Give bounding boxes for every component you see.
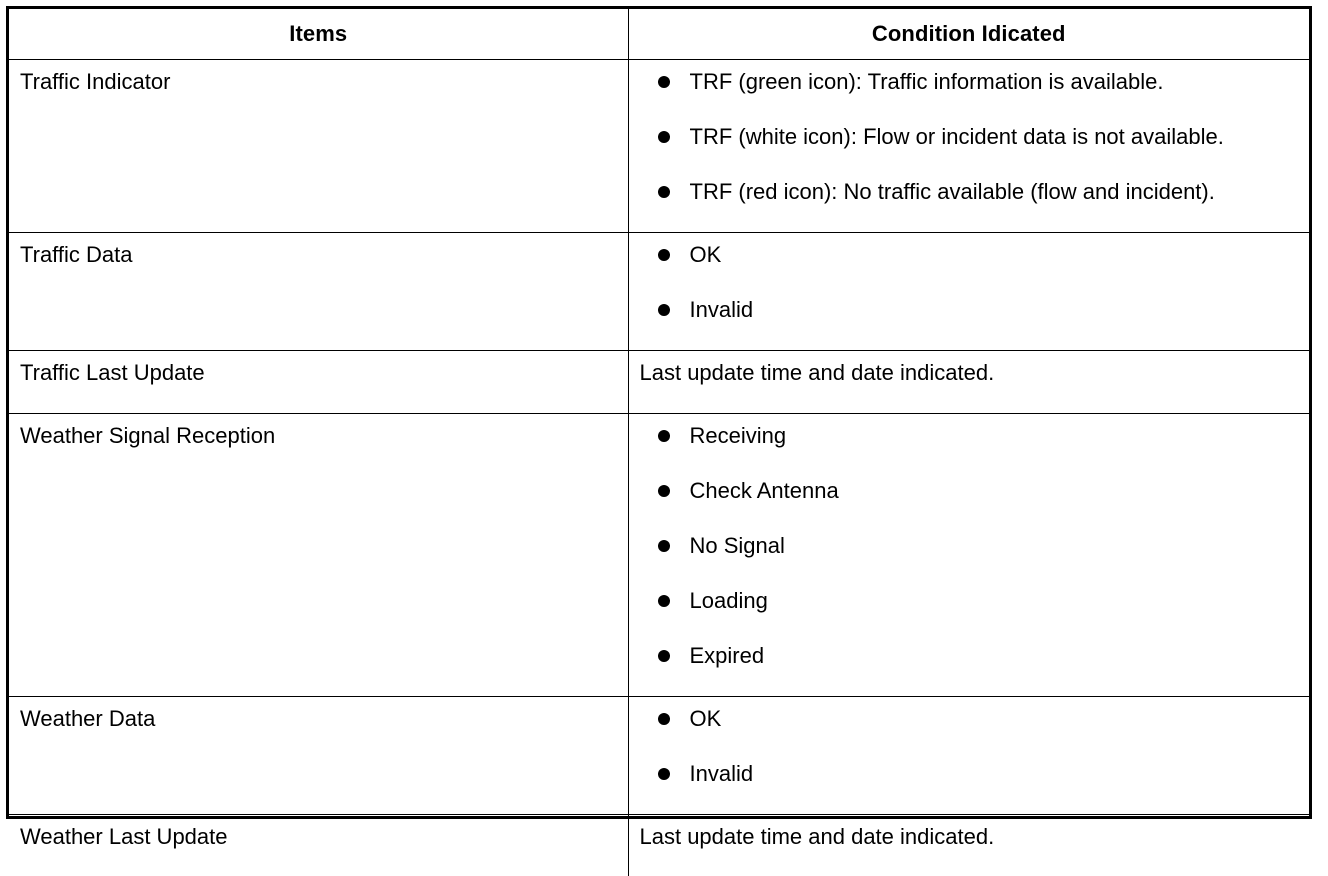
condition-cell [628,233,1309,351]
list-item [658,179,1310,225]
condition-cell [628,60,1309,233]
condition-column-header: Condition Idicated [628,9,1309,60]
condition-cell: Last update time and date indicated. [628,351,1309,414]
condition-list [640,706,1310,807]
list-item-text: TRF (green icon): Traffic information is available. [690,69,1164,94]
condition-list [640,423,1310,689]
list-item [658,706,1310,761]
list-item-text: Invalid [690,761,754,786]
bullet-icon [658,650,670,662]
bullet-icon [658,713,670,725]
bullet-icon [658,485,670,497]
list-item [658,588,1310,643]
list-item-text: Receiving [690,423,787,448]
list-item-text: TRF (red icon): No traffic available (flow and incident). [690,179,1215,204]
condition-list [640,69,1310,225]
items-column-header: Items [9,9,628,60]
list-item [658,124,1310,179]
bullet-icon [658,540,670,552]
item-cell: Weather Signal Reception [9,414,628,697]
condition-cell: Last update time and date indicated. [628,815,1309,876]
list-item [658,643,1310,689]
conditions-table [9,9,1309,876]
item-cell: Weather Data [9,697,628,815]
table-row [9,351,1309,414]
list-item-text: No Signal [690,533,785,558]
item-cell: Traffic Last Update [9,351,628,414]
bullet-icon [658,595,670,607]
condition-list [640,242,1310,343]
bullet-icon [658,768,670,780]
list-item-text: Invalid [690,297,754,322]
table-header-row [9,9,1309,60]
table-row [9,233,1309,351]
list-item-text: OK [690,242,722,267]
list-item [658,761,1310,807]
table-row [9,697,1309,815]
item-cell: Weather Last Update [9,815,628,876]
condition-cell [628,414,1309,697]
bullet-icon [658,304,670,316]
list-item [658,423,1310,478]
bullet-icon [658,430,670,442]
item-cell: Traffic Indicator [9,60,628,233]
bullet-icon [658,186,670,198]
list-item-text: Check Antenna [690,478,839,503]
bullet-icon [658,76,670,88]
list-item [658,242,1310,297]
list-item-text: Loading [690,588,768,613]
table-row [9,414,1309,697]
conditions-table-frame [6,6,1312,819]
list-item-text: TRF (white icon): Flow or incident data is not available. [690,124,1224,149]
condition-cell [628,697,1309,815]
table-row [9,60,1309,233]
list-item [658,533,1310,588]
list-item-text: Expired [690,643,765,668]
list-item [658,478,1310,533]
list-item [658,69,1310,124]
bullet-icon [658,131,670,143]
list-item [658,297,1310,343]
bullet-icon [658,249,670,261]
item-cell: Traffic Data [9,233,628,351]
table-row [9,815,1309,876]
list-item-text: OK [690,706,722,731]
